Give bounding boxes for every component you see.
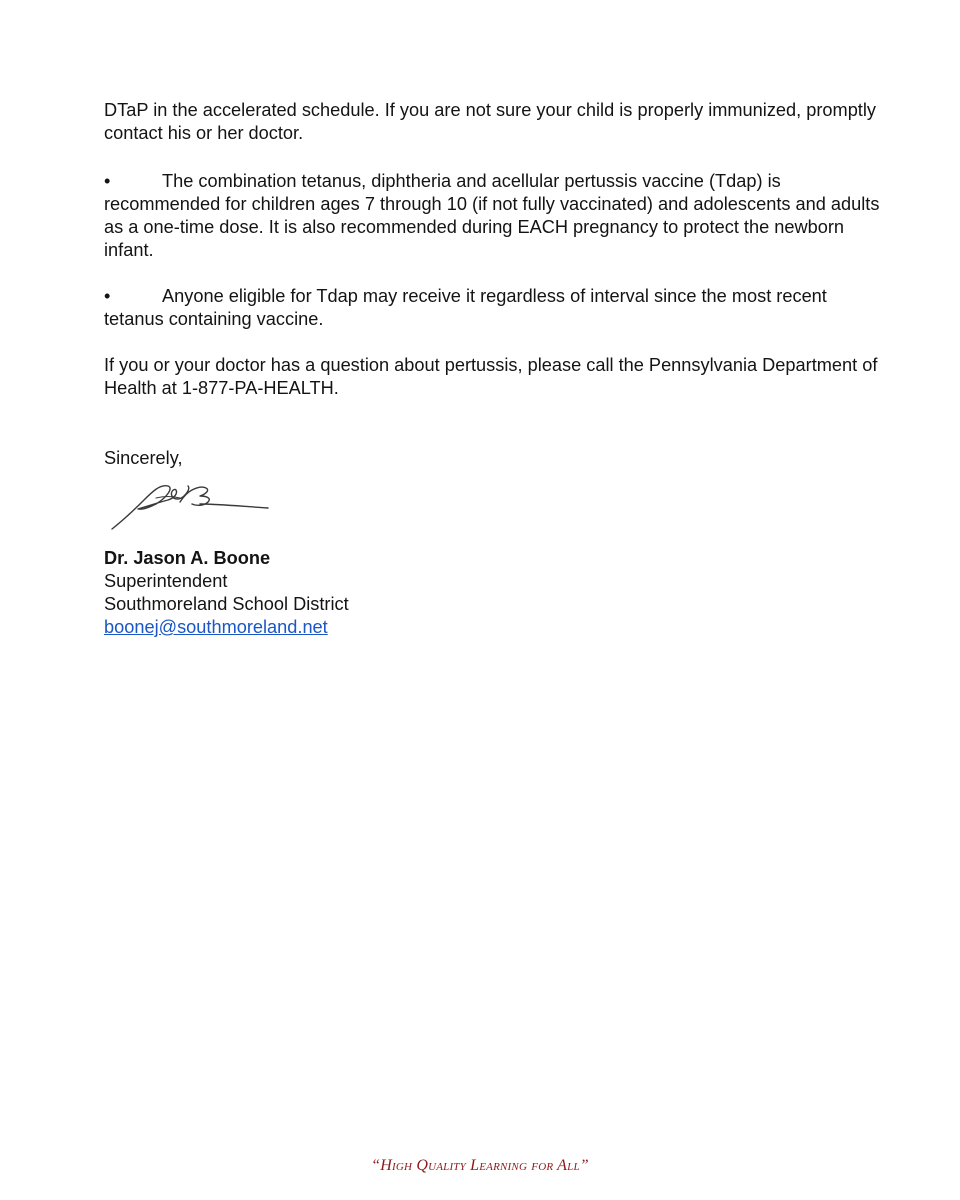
bullet-text: Anyone eligible for Tdap may receive it regardless of interval since the most recent tetanus containing vaccine. xyxy=(104,286,827,329)
signer-organization: Southmoreland School District xyxy=(104,594,349,614)
signature-block xyxy=(104,547,349,639)
handwritten-signature xyxy=(108,478,276,534)
closing-salutation: Sincerely, xyxy=(104,448,183,468)
paragraph-contact-info: If you or your doctor has a question about pertussis, please call the Pennsylvania Department of Health at 1-877-PA-HEALTH. xyxy=(104,355,878,398)
bullet-text: The combination tetanus, diphtheria and acellular pertussis vaccine (Tdap) is recommended for children ages 7 through 10 (if not fully vaccinated) and adolescents and adults as a one-time dose. It is also recommended during EACH pregnancy to protect the newborn infant. xyxy=(104,171,880,260)
signer-name: Dr. Jason A. Boone xyxy=(104,548,271,568)
bullet-item-tdap-recommendation xyxy=(104,170,884,262)
signer-email-link[interactable]: boonej@southmoreland.net xyxy=(104,617,328,637)
bullet-mark: • xyxy=(104,171,111,191)
signer-title: Superintendent xyxy=(104,571,228,591)
bullet-mark: • xyxy=(104,286,111,306)
bullet-item-tdap-eligibility xyxy=(104,285,884,331)
footer-motto: “High Quality Learning for All” xyxy=(371,1157,589,1174)
paragraph-immunization-note: DTaP in the accelerated schedule. If you are not sure your child is properly immunized, promptly contact his or her doctor. xyxy=(104,100,876,143)
